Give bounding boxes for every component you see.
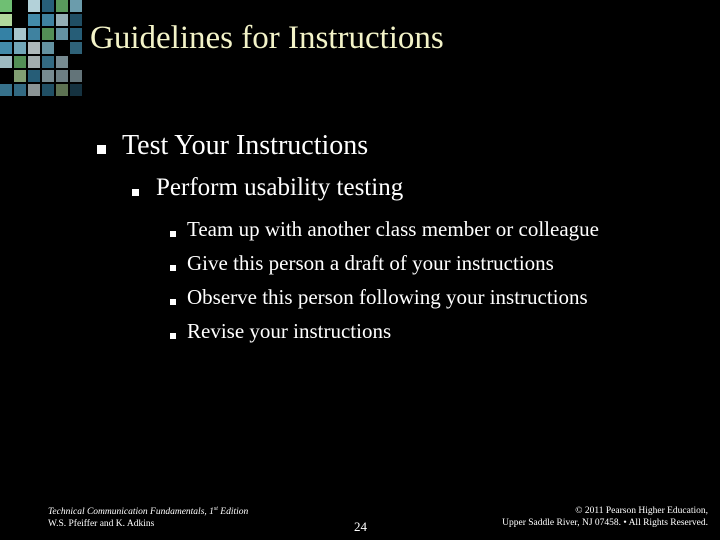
mosaic-tile [14,56,26,68]
mosaic-tile [42,0,54,12]
mosaic-tile [14,28,26,40]
mosaic-tile [56,84,68,96]
mosaic-tile [0,28,12,40]
mosaic-tile [56,56,68,68]
mosaic-tile [42,56,54,68]
footer-copyright-line1: © 2011 Pearson Higher Education, [575,506,708,516]
bullet-level3-icon [170,299,176,305]
mosaic-tile [56,28,68,40]
mosaic-tile [0,42,12,54]
bullet-level3-icon [170,231,176,237]
mosaic-tile [70,28,82,40]
mosaic-tile [42,84,54,96]
mosaic-tile [28,56,40,68]
bullet-level3-text: Revise your instructions [187,319,392,343]
mosaic-tile [42,70,54,82]
page-number: 24 [354,519,367,534]
slide-title: Guidelines for Instructions [90,20,444,56]
mosaic-tile [0,14,12,26]
mosaic-tile [56,70,68,82]
bullet-level1-icon [97,145,106,154]
mosaic-tile [0,0,12,12]
bullet-level3-icon [170,265,176,271]
mosaic-tile [70,42,82,54]
mosaic-tile [28,0,40,12]
mosaic-tile [14,42,26,54]
footer-citation [48,503,248,530]
mosaic-tile [70,84,82,96]
mosaic-tile [56,0,68,12]
mosaic-tile [28,70,40,82]
mosaic-tile [42,14,54,26]
mosaic-tile [28,42,40,54]
bullet-level2-icon [132,189,139,196]
mosaic-tile [14,70,26,82]
footer-book-title-text: Technical Communication Fundamentals, 1 [48,507,214,518]
mosaic-tile [42,28,54,40]
bullet-level2-text: Perform usability testing [156,174,404,201]
footer-copyright [502,505,708,529]
bullet-level3-icon [170,333,176,339]
mosaic-tile [70,0,82,12]
mosaic-tile [28,28,40,40]
mosaic-tile [0,56,12,68]
mosaic-tile [70,14,82,26]
mosaic-tile [14,84,26,96]
bullet-level1-text: Test Your Instructions [122,130,369,161]
footer-edition-sup: st [213,506,218,512]
footer-copyright-line2: Upper Saddle River, NJ 07458. • All Rights Reserved. [502,518,708,528]
footer-edition-text: Edition [217,507,249,518]
tile-mosaic-icon [0,0,90,104]
mosaic-tile [70,70,82,82]
bullet-level3-text: Team up with another class member or colleague [187,217,599,241]
mosaic-tile [42,42,54,54]
mosaic-tile [28,14,40,26]
mosaic-tile [28,84,40,96]
bullet-level3-text: Give this person a draft of your instructions [187,251,554,275]
bullet-level3-text: Observe this person following your instructions [187,285,588,309]
footer-authors: W.S. Pfeiffer and K. Adkins [48,519,155,530]
mosaic-tile [0,84,12,96]
mosaic-tile [56,14,68,26]
footer-book-title [48,503,248,518]
